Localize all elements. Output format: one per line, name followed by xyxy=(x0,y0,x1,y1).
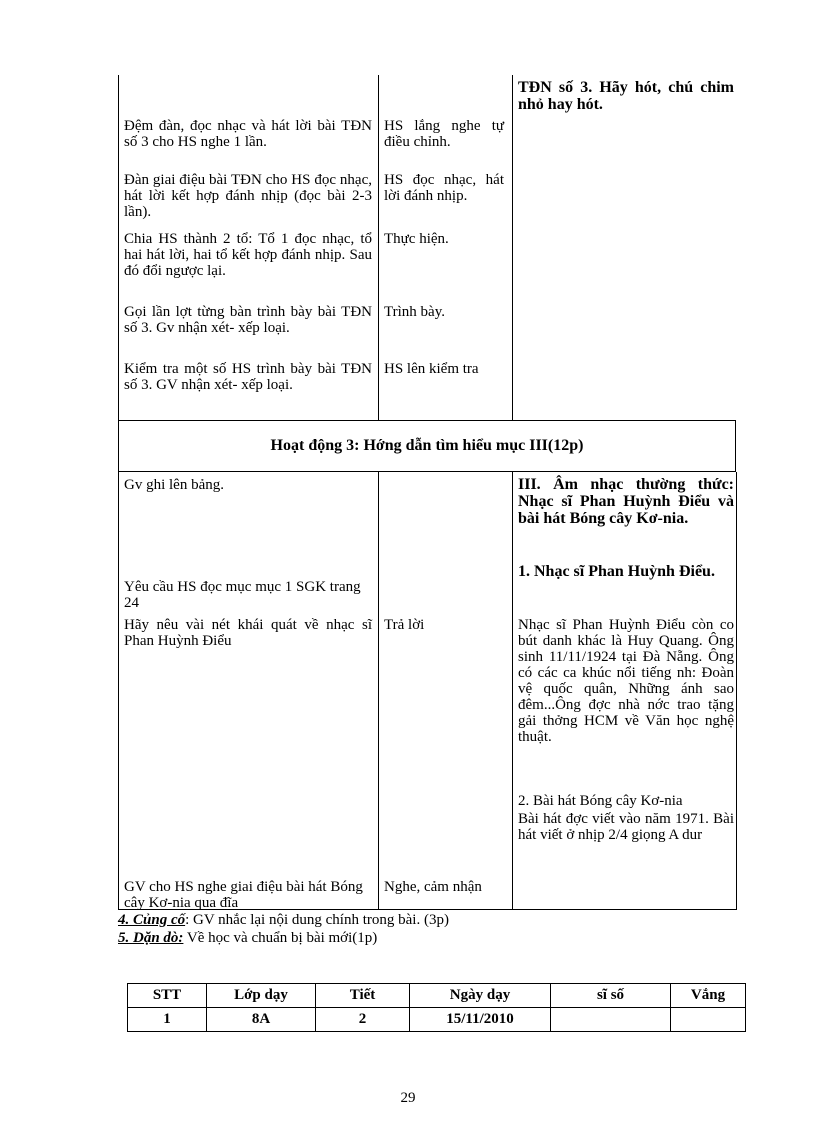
cell-stt: 1 xyxy=(128,1008,207,1032)
cell-si-so xyxy=(551,1008,671,1032)
consolidation-text: : GV nhắc lại nội dung chính trong bài. (3p) xyxy=(185,912,449,928)
section-iii-title: III. Âm nhạc thường thức: Nhạc sĩ Phan Huỳnh Điểu và bài hát Bóng cây Kơ-nia. xyxy=(518,476,734,527)
lower-table-right-border xyxy=(736,472,737,910)
subsection-1-body: Nhạc sĩ Phan Huỳnh Điểu còn co bút danh khác là Huy Quang. Ông sinh 11/11/1924 tại Đà Nẵng. Ông có các ca khúc nổi tiếng nh: Đoàn vệ quốc quân, Những ánh sao đêm...Ông đợc nhà nớc trao tặng gải thởng HCM về Văn học nghệ thuật. xyxy=(518,617,734,745)
student-activity-4: Trình bày. xyxy=(384,304,445,320)
teacher-activity-1: Đệm đàn, đọc nhạc và hát lời bài TĐN số 3 cho HS nghe 1 lần. xyxy=(124,118,372,150)
consolidation-note xyxy=(118,912,449,928)
student-activity-1: HS lắng nghe tự điều chỉnh. xyxy=(384,118,504,150)
upper-table-col2-border xyxy=(512,75,513,420)
content-tdn-title: TĐN số 3. Hãy hót, chú chim nhỏ hay hót. xyxy=(518,79,734,113)
teacher-ask-overview: Hãy nêu vài nét khái quát về nhạc sĩ Phan Huỳnh Điểu xyxy=(124,617,372,649)
student-activity-5: HS lên kiểm tra xyxy=(384,361,479,377)
lower-table-left-border xyxy=(118,472,119,910)
student-activity-3: Thực hiện. xyxy=(384,231,449,247)
homework-label: 5. Dặn dò: xyxy=(118,930,184,946)
cell-tiet: 2 xyxy=(316,1008,410,1032)
lower-table-col2-border xyxy=(512,472,513,910)
subsection-2-body: Bài hát đợc viết vào năm 1971. Bài hát viết ở nhịp 2/4 giọng A dur xyxy=(518,811,734,843)
activity-heading: Hoạt động 3: Hớng dẫn tìm hiểu mục III(12p) xyxy=(118,420,736,472)
teacher-activity-5: Kiểm tra một số HS trình bày bài TĐN số 3. GV nhận xét- xếp loại. xyxy=(124,361,372,393)
subsection-1-title: 1. Nhạc sĩ Phan Huỳnh Điểu. xyxy=(518,563,715,580)
lower-table-col1-border xyxy=(378,472,379,910)
teacher-write-board: Gv ghi lên bảng. xyxy=(124,477,224,493)
header-vang: Vắng xyxy=(671,984,746,1008)
homework-note xyxy=(118,930,377,946)
header-si-so: sĩ số xyxy=(551,984,671,1008)
cell-lop-day: 8A xyxy=(207,1008,316,1032)
attendance-table xyxy=(127,983,746,1032)
upper-table-left-border xyxy=(118,75,119,420)
upper-table-col1-border xyxy=(378,75,379,420)
page-number: 29 xyxy=(400,1090,416,1106)
teacher-activity-3: Chia HS thành 2 tổ: Tổ 1 đọc nhạc, tổ hai hát lời, hai tổ kết hợp đánh nhịp. Sau đó đổi ngược lại. xyxy=(124,231,372,279)
consolidation-label: 4. Củng cố xyxy=(118,912,186,928)
attendance-header-row xyxy=(128,984,746,1008)
teacher-read-section: Yêu cầu HS đọc mục mục 1 SGK trang 24 xyxy=(124,579,361,611)
header-lop-day: Lớp dạy xyxy=(207,984,316,1008)
student-answer: Trả lời xyxy=(384,617,425,633)
teacher-play-song: GV cho HS nghe giai điệu bài hát Bóng cây Kơ-nia qua đĩa xyxy=(124,879,363,911)
subsection-2-title: 2. Bài hát Bóng cây Kơ-nia xyxy=(518,793,683,809)
cell-vang xyxy=(671,1008,746,1032)
teacher-activity-2: Đàn giai điệu bài TĐN cho HS đọc nhạc, hát lời kết hợp đánh nhịp (đọc bài 2-3 lần). xyxy=(124,172,372,220)
header-tiet: Tiết xyxy=(316,984,410,1008)
teacher-activity-4: Gọi lần lợt từng bàn trình bày bài TĐN số 3. Gv nhận xét- xếp loại. xyxy=(124,304,372,336)
cell-ngay-day: 15/11/2010 xyxy=(410,1008,551,1032)
header-stt: STT xyxy=(128,984,207,1008)
header-ngay-day: Ngày dạy xyxy=(410,984,551,1008)
attendance-data-row xyxy=(128,1008,746,1032)
student-listen: Nghe, cảm nhận xyxy=(384,879,482,895)
homework-text: Về học và chuẩn bị bài mới(1p) xyxy=(183,930,378,946)
student-activity-2: HS đọc nhạc, hát lời đánh nhịp. xyxy=(384,172,504,204)
